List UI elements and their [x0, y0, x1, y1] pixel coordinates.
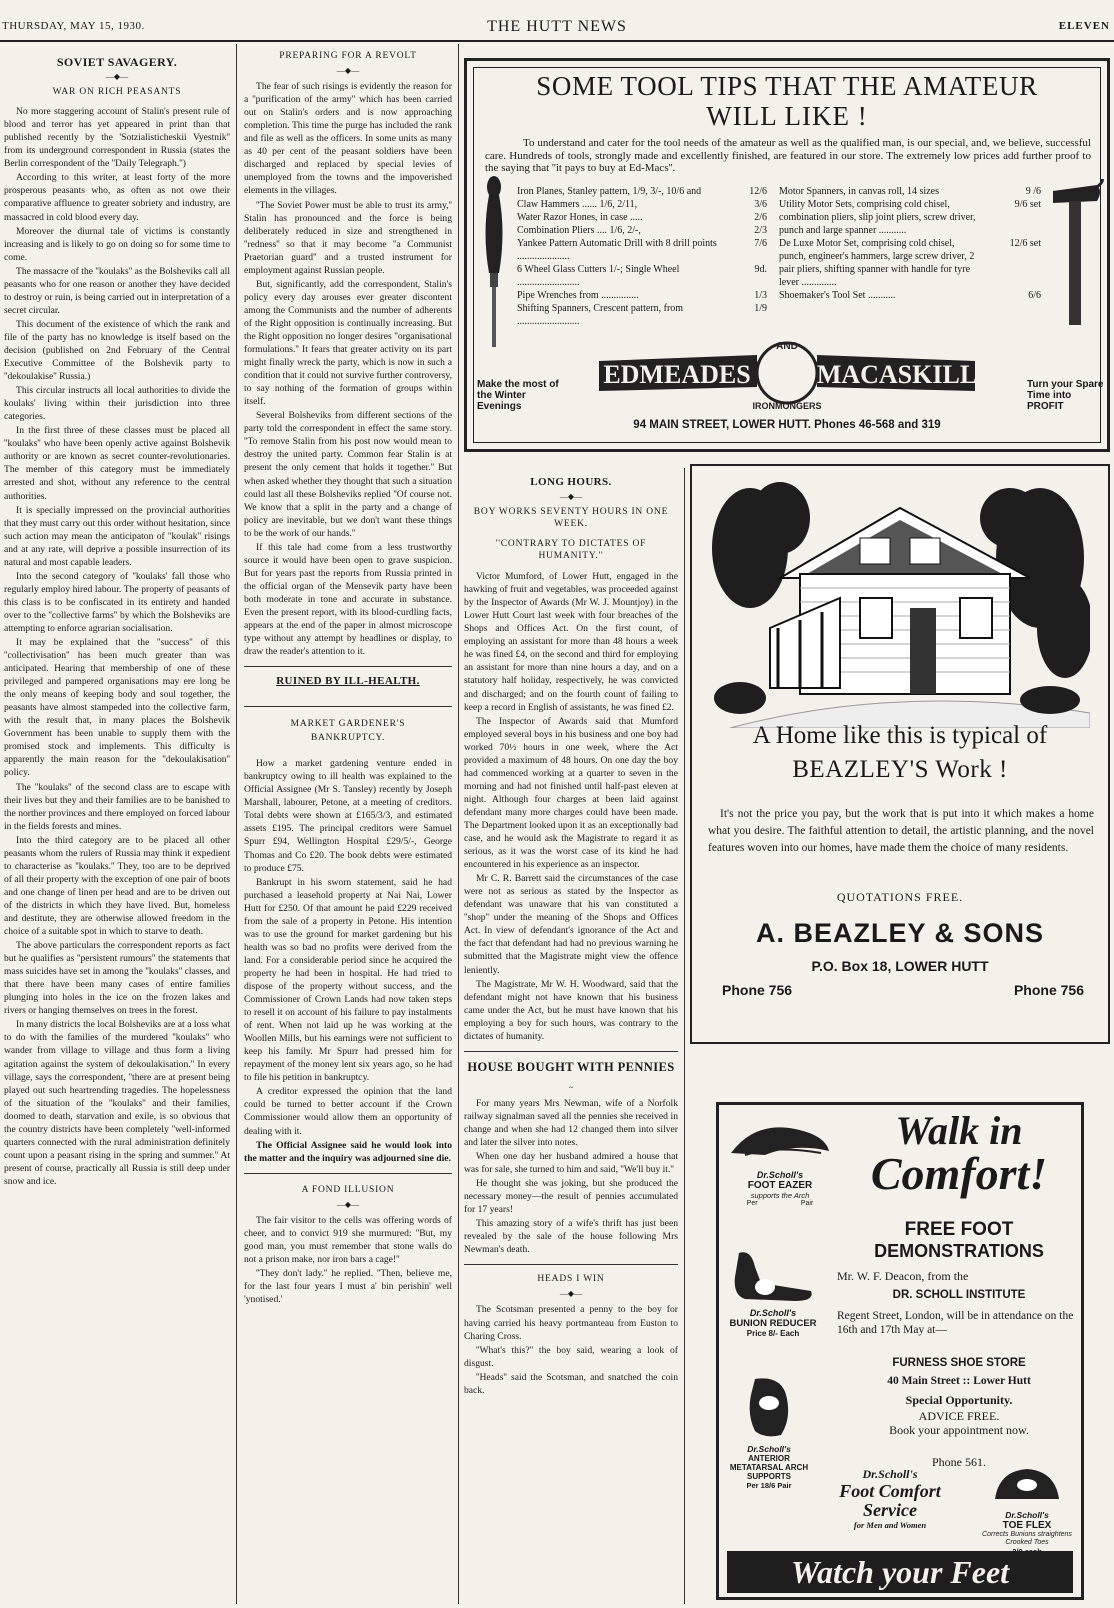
- metatarsal-support-product: Dr.Scholl's ANTERIOR METATARSAL ARCH SUPPORTS Per 18/6 Pair: [725, 1375, 813, 1495]
- tool-item: Water Razor Hones, in case ..... 2/6: [517, 212, 767, 223]
- tool-list-right: [779, 185, 1041, 302]
- arch-support-icon: [725, 1115, 835, 1165]
- paragraph: In the first three of these classes must be placed all ''koulaks'' who have been openly active against Bolshevik authority or are known as secret counter-revolutionaries. The member of this category must be immediately arrested and shot, without any reference to the central authorities.: [4, 425, 230, 502]
- tool-item: 6 Wheel Glass Cutters 1/-; Single Wheel ......................... 9d.: [517, 264, 767, 288]
- paragraph: For many years Mrs Newman, wife of a Norfolk railway signalman saved all the pennies she received in change and when she had 12 changed them into silver and later the silver into notes.: [464, 1097, 678, 1148]
- divider: [244, 666, 452, 667]
- store-name: FURNESS SHOE STORE: [892, 1357, 1026, 1369]
- paragraph: Mr C. R. Barrett said the circumstances of the case were not as serious as stated by the Inspector as defendant was unaware that his van constituted a ''shop'' under the meaning of the Shops and Offices Act. In view of defendant's ignorance of the Act and the fact that defendant had had no previous warning he submitted that the Magistrate might view the offence leniently.: [464, 873, 678, 976]
- ornament: —◆—: [559, 1289, 583, 1299]
- paragraph: This document of the existence of which the rank and file of the party has no knowledge is itself based on the decision (published on 2nd February of the Central Executive Committee of the Bolshevik party to ''dekoulakise'' Russia.): [4, 318, 230, 383]
- foot-eazer-product: Dr.Scholl's FOOT EAZER supports the Arch Per Pair: [725, 1115, 835, 1211]
- subheadline: A FOND ILLUSION: [301, 1184, 395, 1195]
- column-divider: [458, 44, 459, 1604]
- special-opportunity: Special Opportunity.: [905, 1393, 1013, 1407]
- paragraph: When one day her husband admired a house that was for sale, she turned to him and said, ''We'll buy it.'': [464, 1151, 678, 1176]
- tool-item: Pipe Wrenches from ............... 1/3: [517, 290, 767, 301]
- subheadline: BOY WORKS SEVENTY HOURS IN ONE WEEK.: [473, 507, 669, 530]
- screwdriver-icon: [477, 173, 511, 353]
- page-header: [0, 18, 1114, 40]
- ornament: ~: [568, 1082, 574, 1092]
- bunion-reducer-product: Dr.Scholl's BUNION REDUCER Price 8/- Each: [725, 1247, 821, 1347]
- divider: [464, 1051, 678, 1052]
- company-name: A. BEAZLEY & SONS: [755, 918, 1045, 948]
- paragraph: He thought she was joking, but she produced the necessary money—the result of pennies accumulated for 17 years!: [464, 1178, 678, 1216]
- logo-sub: IRONMONGERS: [752, 401, 822, 411]
- paragraph: A creditor expressed the opinion that the land could be turned to better account if the Crown Commissioner would allow them an opportunity of dealing with it.: [244, 1086, 452, 1137]
- paragraph: According to this writer, at least forty of the more prosperous peasants who, as often as not owe their comparative affluence to greater sobriety and industry, are massacred in cold blood every day.: [4, 172, 230, 223]
- dr-scholl-ad: [716, 1102, 1084, 1600]
- demonstrations: DEMONSTRATIONS: [874, 1241, 1044, 1261]
- ad-tagline-right: Turn your Spare Time into PROFIT: [1027, 379, 1104, 412]
- headline: LONG HOURS.: [530, 476, 612, 488]
- tool-item: Combination Pliers .... 1/6, 2/-, 2/3: [517, 225, 767, 236]
- phone-right: Phone 756: [1013, 982, 1084, 998]
- headline: HOUSE BOUGHT WITH PENNIES: [467, 1059, 675, 1074]
- ad-headline-line2: BEAZLEY'S Work !: [792, 756, 1008, 783]
- paragraph: The fear of such risings is evidently the reason for a ''purification of the army'' which has been carried out on Stalin's orders and is now approaching completion. This time the purge has included the rank and file as well as the officers. In some units as many as 40 per cent of the peasant soldiers have been discharged and replaced by special levies of unemployed from the towns and the impoverished elements in the villages.: [244, 81, 452, 197]
- phone-left: Phone 756: [722, 982, 793, 998]
- advice-free: ADVICE FREE.: [918, 1409, 1000, 1423]
- ad-footer: Watch your Feet: [727, 1551, 1073, 1593]
- ornament: —◆—: [336, 66, 360, 76]
- paragraph: The Magistrate, Mr W. H. Woodward, said that the defendant might not have known that his business came under the Act, but he must have known that his employing a boy for such hours, was contrary to the dictates of humanity.: [464, 978, 678, 1042]
- tool-item: Shoemaker's Tool Set ........... 6/6: [779, 290, 1041, 301]
- company-address: P.O. Box 18, LOWER HUTT: [811, 958, 989, 974]
- foot-sole-icon: [725, 1375, 813, 1439]
- edmeades-macaskill-logo: [587, 331, 987, 417]
- divider: [244, 706, 452, 707]
- ornament: —◆—: [105, 72, 129, 82]
- tool-item: Utility Motor Sets, comprising cold chisel, combination pliers, slip joint pliers, screw driver, punch and large spanner ........... 9/6 set: [779, 199, 1041, 236]
- subheadline: PREPARING FOR A REVOLT: [279, 51, 417, 61]
- subheadline: WAR ON RICH PEASANTS: [52, 87, 182, 98]
- paragraph: How a market gardening venture ended in bankruptcy owing to ill health was explained to the Official Assignee (Mr S. Tansley) recently by Joseph Marshall, labourer, Petone, at a meeting of creditors. Total debts were shown at £165/3/3, and estimated assets £195. The principal creditors were Samuel Spurr £94, Wellington Hospital £29/5/-, George Thomas and Co £20. The book debts were estimated to produce £75.: [244, 758, 452, 874]
- edmeades-macaskill-ad: [464, 58, 1110, 452]
- paragraph: But, significantly, add the correspondent, Stalin's policy every day arouses ever greater discontent among the Communists and the number of adherents of the Right opposition is continually increasing. But the Right opposition no longer desires ''organisational formulations.'' It fears that greater activity on its part might finally wreck the party, which is now in such a condition that it could not survive further controversy, to say nothing of the formation of groups within itself.: [244, 278, 452, 408]
- paragraph: ''Heads'' said the Scotsman, and snatched the coin back.: [464, 1371, 678, 1396]
- paragraph: This amazing story of a wife's thrift has just been revealed by the sale of the house following Mrs Newman's death.: [464, 1218, 678, 1256]
- paragraph: Into the second category of ''koulaks' fall those who regularly employ hired labour. The property of peasants of this class is to be confiscated in its entirety and handed over to the ''collective farms'' by which the Bolsheviks are attempting to enforce agrarian socialisation.: [4, 570, 230, 634]
- toe-flex-icon: [975, 1465, 1079, 1505]
- beazley-ad: [690, 464, 1110, 1044]
- ornament: —◆—: [336, 1199, 360, 1209]
- store-phone: Phone 561.: [932, 1455, 986, 1469]
- tool-item: Iron Planes, Stanley pattern, 1/9, 3/-, 10/6 and 12/6: [517, 186, 767, 197]
- tool-item: Yankee Pattern Automatic Drill with 8 drill points ..................... 7/6: [517, 238, 767, 262]
- paragraph: This circular instructs all local authorities to divide the koulaks' living within their jurisdiction into three categories.: [4, 385, 230, 423]
- house-illustration: [710, 478, 1090, 728]
- divider: [244, 1173, 452, 1174]
- paragraph: ''What's this?'' the boy said, wearing a look of disgust.: [464, 1344, 678, 1369]
- paragraph: In many districts the local Bolsheviks are at a loss what to do with the families of the murdered ''koulaks'' who wander from village to village and thus form a living agitation against the system of dekoulakisation.'' In every village, says the correspondent, ''there are at present being played out such heartrending tragedies. The hopelessness of the situation of the ''koulaks'' and their families, doomed to death, starvation and exile, is so obvious that the country districts have been completely ''well-informed quarters connected with the rural administration definitely count upon a peasant rising in the spring and summer.'' At present of course, practically all Russia is still deep under snow and ice.: [4, 1019, 230, 1187]
- column-divider: [684, 468, 685, 1604]
- store-address: 40 Main Street :: Lower Hutt: [887, 1375, 1031, 1387]
- column-three: [464, 472, 678, 1604]
- paragraph: No more staggering account of Stalin's present rule of blood and terror has yet appeared in print than that published recently by the 'Sotzialisticheskii Vyestnik'' from its underground correspondent in Russia (states the Berlin correspondent of the ''Daily Telegraph.''): [4, 106, 230, 170]
- paragraph: The above particulars the correspondent reports as fact but he qualifies as ''persistent rumours'' the statements that mass suicides have set in among the ''koulaks'' classes, and that there have been many cases of entire families plunging into holes in the ice on the frozen lakes and rivers or hanging themselves on trees in the forest.: [4, 940, 230, 1017]
- paragraph: Moreover the diurnal tale of victims is constantly increasing and is likely to go on doing so for some time to come.: [4, 225, 230, 263]
- ad-address: 94 MAIN STREET, LOWER HUTT. Phones 46-568 and 319: [633, 419, 941, 431]
- paragraph: It may be explained that the ''success'' of this ''collectivisation'' has been much greater than was anticipated. Hearing that membership of one of these privileged and pampered organisations may ere long be the only means of keeping body and soul together, the peasants have almost stampeded into the collective farm, with the result that, in many places the Bolshevik Government has been unable to supply them with the promised stock and implements. This difficulty is apparently the main reason for the ''dekoulakisation'' policy.: [4, 637, 230, 779]
- paragraph: The fair visitor to the cells was offering words of cheer, and to convict 919 she murmured: ''But, my good man, you must remember that stone walls do not a prison make, nor iron bars a cage!'': [244, 1214, 452, 1265]
- paragraph: The Scotsman presented a penny to the boy for having carried his heavy portmanteau from Euston to Charing Cross.: [464, 1304, 678, 1342]
- soviet-article: [4, 46, 230, 1604]
- paragraph: The massacre of the ''koulaks'' as the Bolsheviks call all peasants who for one reason or another they have decided to destroy or ruin, is being carried out in interpretation of a secret circular.: [4, 265, 230, 316]
- paragraph: The ''koulaks'' of the second class are to escape with their lives but they and their families are to be banished to the norther provinces and there employed on forced labour in the fields forests and mines.: [4, 781, 230, 832]
- paragraph: Several Bolsheviks from different sections of the party told the correspondent in effect the same story. ''To remove Stalin from his post now would mean to destroy the united party. Common fear Stalin is at present the only cement that holds it together.'' But when asked whether they thought that such a situation could last all these Bolsheviks replied ''Of course not. We know that a split in the party and a change of policy are inevitable, but we don't want these things to be the work of our hands.'': [244, 410, 452, 539]
- ad-body: Mr. W. F. Deacon, from the: [837, 1269, 969, 1283]
- ad-intro: To understand and cater for the tool needs of the amateur as well as the qualified man, is our special, and, we believe, successful care. Hundreds of tools, strongly made and excellently finished, are featured in our store. The extremely low prices add further proof to the saying that ''it pays to buy at Ed-Macs''.: [485, 137, 1091, 174]
- subheadline: ''CONTRARY TO DICTATES OF HUMANITY.'': [495, 539, 647, 562]
- ad-quotations: QUOTATIONS FREE.: [836, 890, 964, 904]
- subheadline: MARKET GARDENER'S BANKRUPTCY.: [290, 719, 406, 744]
- tool-item: Motor Spanners, in canvas roll, 14 sizes 9 /6: [779, 186, 1041, 197]
- paragraph: ''The Soviet Power must be able to trust its army,'' Stalin has pronounced and the force is being deliberately reduced in size and strengthened in ''redness'' so that it may become ''a Communist Praetorian guard'' and a trusted instrument for employment against Russian people.: [244, 199, 452, 276]
- ad-headline: A Home like this is typical of: [752, 722, 1048, 749]
- issue-date: THURSDAY, MAY 15, 1930.: [2, 20, 145, 32]
- logo-right-word: MACASKILL: [816, 360, 978, 389]
- bunion-reducer-icon: [725, 1247, 821, 1303]
- tool-item: Claw Hammers ...... 1/6, 2/11, 3/6: [517, 199, 767, 210]
- column-two: [244, 46, 452, 1604]
- institute-name: DR. SCHOLL INSTITUTE: [892, 1289, 1026, 1301]
- paragraph: Into the third category are to be placed all other peasants whom the rulers of Russia may think it expedient to characterise as ''koulaks.'' They, too are to be deprived of all their property with the exception of one pair of boots and one change of linen per head and are to be driven out of the districts in which they have lived. But, homeless and destitute, they are otherwise allowed freedom in the choice of a suitable spot in which to starve to death.: [4, 834, 230, 938]
- toe-flex-product: Dr.Scholl's TOE FLEX Corrects Bunions straightens Crooked Toes: [975, 1465, 1079, 1551]
- logo-left-word: EDMEADES: [603, 360, 751, 389]
- subheadline: HEADS I WIN: [537, 1274, 605, 1285]
- divider: [464, 1264, 678, 1265]
- paragraph: It is specially impressed on the provincial authorities that they must carry out this order without hesitation, since such action may mean the anticipaton of ''koulak'' risings and at any rate, will deprive a possible insurrection of its natural and most capable leaders.: [4, 504, 230, 568]
- ad-headline-line2: WILL LIKE !: [706, 101, 868, 131]
- paragraph: If this tale had come from a less trustworthy source it would have been open to grave suspicion. But for years past the reports from Russia printed in the official organ of the Mensevik party have been both moderate in tone and accurate in substance. Even the present report, with its blood-curdling facts, appears at the end of the paper in almost microscope type without any attempt by headlines or display, to draw the reader's attention to it.: [244, 541, 452, 658]
- paragraph: ''They don't lady.'' he replied. ''Then, believe me, for the last four years I must a' bin perishin' well 'ynotised.': [244, 1267, 452, 1306]
- ad-body: It's not the price you pay, but the work that is put into it which makes a home what you desire. The faithful attention to detail, the artistic planning, and the novel features woven into our homes, have made them the choice of many residents.: [708, 808, 1094, 854]
- paragraph: The Official Assignee said he would look into the matter and the inquiry was adjourned sine die.: [244, 1139, 452, 1164]
- paragraph: The Inspector of Awards said that Mumford employed several boys in his business and one boy had worked 70½ hours in one week, where the Act provided a maximum of 48 hours. On one day the boy had commenced working at a quarter to seven in the morning and had not finished until half-past eleven at night. Although four charges at been laid against defendant many more charges could have been made. The Department looked upon it as an exceptionally bad case, and he would ask the Magistrate to regard it as serious, as it was the worst case of its kind he had encountered in his experience as an inspector.: [464, 715, 678, 871]
- paragraph: Bankrupt in his sworn statement, said he had purchased a leasehold property at Nai Nai, Lower Hutt for £250. Of that amount he paid £229 received from the sale of a property in Petone. His intention was to use the ground for market gardening but his health was so bad no profits were derived from the land. For a considerable period since he acquired the property he had been in hospital. He had tried to dispose of the property without success, and the Commissioner of Crown Lands had now taken steps to resell it on account of his failure to pay instalments of rent. When not laid up he was working at the Woollen Mills, but his earnings were not sufficient to keep his family. Mr Spurr had pressed him for repayment of the money lent six years ago, so he had to file his petition in bankruptcy.: [244, 876, 452, 1084]
- page-number: ELEVEN: [1058, 20, 1110, 32]
- tool-list-left: [517, 185, 767, 328]
- headline: RUINED BY ILL-HEALTH.: [276, 675, 420, 688]
- ad-body: Regent Street, London, will be in attendance on the 16th and 17th May at—: [837, 1310, 1074, 1336]
- ornament: —◆—: [559, 492, 583, 502]
- free-foot: FREE FOOT: [904, 1219, 1014, 1240]
- logo-and: AND: [776, 341, 798, 352]
- tool-item: Shifting Spanners, Crescent pattern, from ......................... 1/9: [517, 303, 767, 327]
- ad-headline: Walk in: [895, 1108, 1023, 1153]
- newspaper-title: THE HUTT NEWS: [487, 18, 627, 35]
- hammer-icon: [1049, 179, 1105, 329]
- tool-item: De Luxe Motor Set, comprising cold chisel, punch, engineer's hammers, large screw driver, 2 pair pliers, shifting spanner with handle for tyre lever .............. 12/6 set: [779, 238, 1041, 288]
- headline: SOVIET SAVAGERY.: [56, 55, 178, 69]
- foot-comfort-service: Dr.Scholl's Foot Comfort Service for Men and Women: [839, 1467, 941, 1530]
- header-rule: [0, 40, 1114, 42]
- ad-tagline-left: Make the most of the Winter Evenings: [477, 379, 559, 412]
- book-appointment: Book your appointment now.: [889, 1423, 1029, 1437]
- column-divider: [236, 44, 237, 1604]
- paragraph: Victor Mumford, of Lower Hutt, engaged in the hawking of fruit and vegetables, was proceeded against by the Inspector of Awards (Mr W. J. Mountjoy) in the Lower Hutt Court last week with four breaches of the Shops and Offices Act. On the first count, of employing an assistant for more than 48 hours a week he was fined £4, on the second and third for employing an assistant for more than nine hours a day, and on a statutory half holiday, respectively, he was convicted and discharged; and on the fourth count of failing to keep a record in English of assistants, he was fined £2.: [464, 571, 678, 713]
- ad-headline: SOME TOOL TIPS THAT THE AMATEUR: [536, 71, 1038, 101]
- ad-headline-line2: Comfort!: [870, 1148, 1048, 1199]
